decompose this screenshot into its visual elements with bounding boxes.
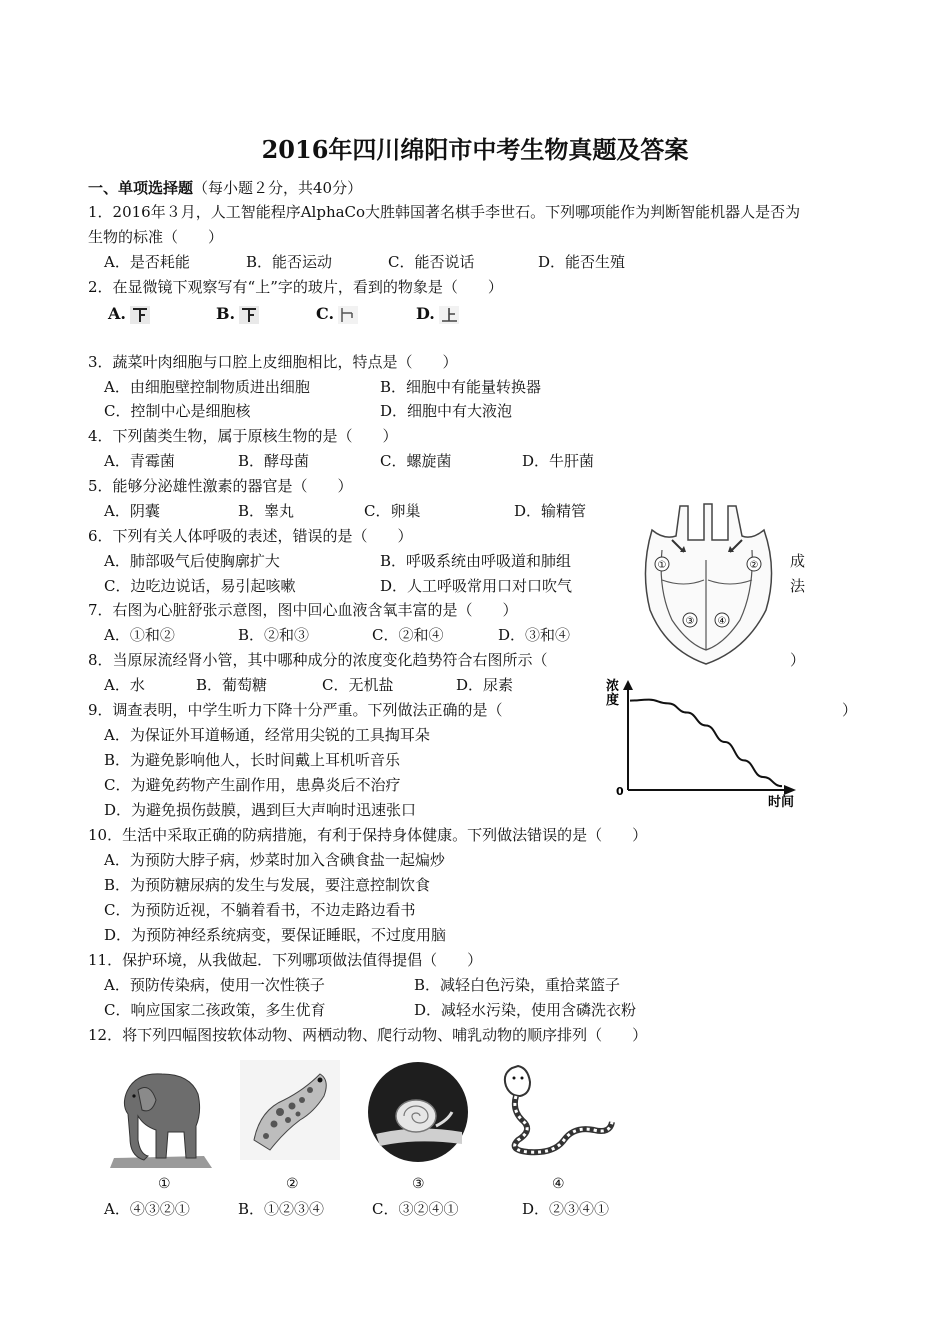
q1-option-d: D．能否生殖 — [538, 253, 626, 271]
q9-option-d: D．为避免损伤鼓膜，遇到巨大声响时迅速张口 — [104, 801, 417, 819]
section-heading: 一、单项选择题（每小题２分，共40分） — [88, 179, 363, 197]
q3-option-a: A．由细胞壁控制物质进出细胞 — [104, 378, 310, 396]
q11-option-c: C．响应国家二孩政策，多生优育 — [104, 1001, 326, 1019]
q12-option-b: B．①②③④ — [238, 1200, 325, 1218]
heart-label-4: ④ — [717, 616, 727, 627]
q6-option-a: A．肺部吸气后使胸廓扩大 — [104, 552, 280, 570]
q2-option-d: D. — [416, 304, 459, 324]
q4-option-c: C．螺旋菌 — [380, 452, 452, 470]
q8-option-c: C．无机盐 — [322, 676, 394, 694]
q2-option-b: B. — [216, 304, 259, 324]
q7-option-a: A．①和② — [104, 626, 175, 644]
question-8-close: ） — [790, 651, 806, 669]
q3-option-d: D．细胞中有大液泡 — [380, 402, 513, 420]
question-3-stem: 3．蔬菜叶肉细胞与口腔上皮细胞相比，特点是（ ） — [88, 353, 458, 371]
q6-option-d: D．人工呼吸常用口对口吹气 — [380, 577, 573, 595]
rotated-shang-glyph-a — [130, 306, 150, 324]
q6-option-d-tail: 法 — [790, 577, 806, 595]
q6-option-b-tail: 成 — [790, 552, 806, 570]
figure-label-2: ② — [286, 1176, 299, 1192]
q12-option-c: C．③②④① — [372, 1200, 459, 1218]
q2-option-a: A. — [108, 304, 150, 324]
q3-option-c: C．控制中心是细胞核 — [104, 402, 251, 420]
q9-option-c: C．为避免药物产生副作用，患鼻炎后不治疗 — [104, 776, 401, 794]
frog-figure — [240, 1060, 340, 1164]
page-title: 2016年四川绵阳市中考生物真题及答案 — [261, 135, 689, 164]
q1-option-a: A．是否耗能 — [104, 253, 190, 271]
elephant-figure — [104, 1060, 216, 1176]
q1-option-c: C．能否说话 — [388, 253, 475, 271]
q6-option-c: C．边吃边说话，易引起咳嗽 — [104, 577, 296, 595]
q5-option-a: A．阴囊 — [104, 502, 160, 520]
q10-option-d: D．为预防神经系统病变，要保证睡眠，不过度用脑 — [104, 926, 447, 944]
q9-option-b: B．为避免影响他人，长时间戴上耳机听音乐 — [104, 751, 401, 769]
question-4-stem: 4．下列菌类生物，属于原核生物的是（ ） — [88, 427, 398, 445]
heart-label-3: ③ — [685, 616, 695, 627]
q7-option-d: D．③和④ — [498, 626, 571, 644]
question-11-stem: 11．保护环境，从我做起．下列哪项做法值得提倡（ ） — [88, 951, 483, 969]
q12-option-d: D．②③④① — [522, 1200, 610, 1218]
figure-label-3: ③ — [412, 1176, 425, 1192]
q11-option-b: B．减轻白色污染，重拾菜篮子 — [414, 976, 621, 994]
cobra-figure — [494, 1060, 618, 1168]
question-10-stem: 10．生活中采取正确的防病措施，有利于保持身体健康。下列做法错误的是（ ） — [88, 826, 648, 844]
question-5-stem: 5．能够分泌雄性激素的器官是（ ） — [88, 477, 353, 495]
q6-option-b: B．呼吸系统由呼吸道和肺组 — [380, 552, 572, 570]
question-1-stem-cont: 生物的标准（ ） — [88, 228, 224, 246]
q10-option-b: B．为预防糖尿病的发生与发展，要注意控制饮食 — [104, 876, 431, 894]
inverted-shang-glyph-b — [239, 306, 259, 324]
q8-option-d: D．尿素 — [456, 676, 514, 694]
heart-label-1: ① — [657, 560, 667, 571]
q11-option-d: D．减轻水污染，使用含磷洗衣粉 — [414, 1001, 637, 1019]
q3-option-b: B．细胞中有能量转换器 — [380, 378, 542, 396]
heart-diagram — [632, 500, 782, 672]
snail-figure — [366, 1060, 470, 1168]
q5-option-d: D．输精管 — [514, 502, 587, 520]
question-6-stem: 6．下列有关人体呼吸的表述，错误的是（ ） — [88, 527, 413, 545]
question-12-stem: 12．将下列四幅图按软体动物、两栖动物、爬行动物、哺乳动物的顺序排列（ ） — [88, 1026, 648, 1044]
figure-label-4: ④ — [552, 1176, 565, 1192]
q8-option-a: A．水 — [104, 676, 145, 694]
q12-option-a: A．④③②① — [104, 1200, 190, 1218]
q8-option-b: B．葡萄糖 — [196, 676, 268, 694]
question-9-close: ） — [842, 701, 858, 719]
heart-label-2: ② — [749, 560, 759, 571]
q4-option-a: A．青霉菌 — [104, 452, 175, 470]
q1-option-b: B．能否运动 — [246, 253, 333, 271]
q10-option-a: A．为预防大脖子病，炒菜时加入含碘食盐一起煸炒 — [104, 851, 445, 869]
q5-option-b: B．睾丸 — [238, 502, 295, 520]
q11-option-a: A．预防传染病，使用一次性筷子 — [104, 976, 325, 994]
graph-ylabel-line2: 度 — [606, 693, 620, 708]
question-8-stem: 8．当原尿流经肾小管，其中哪种成分的浓度变化趋势符合右图所示（ — [88, 651, 548, 669]
graph-y-arrow — [623, 680, 633, 690]
q7-option-b: B．②和③ — [238, 626, 310, 644]
q4-option-d: D．牛肝菌 — [522, 452, 595, 470]
q9-option-a: A．为保证外耳道畅通，经常用尖锐的工具掏耳朵 — [104, 726, 430, 744]
q2-option-c: C. — [316, 304, 358, 324]
question-9-stem: 9．调查表明，中学生听力下降十分严重。下列做法正确的是（ — [88, 701, 503, 719]
graph-ylabel-line1: 浓 — [606, 679, 620, 694]
question-7-stem: 7．右图为心脏舒张示意图，图中回心血液含氧丰富的是（ ） — [88, 601, 518, 619]
concentration-graph — [600, 676, 812, 816]
question-2-stem: 2．在显微镜下观察写有“上”字的玻片，看到的物象是（ ） — [88, 278, 503, 296]
graph-origin: 0 — [616, 785, 624, 798]
figure-label-1: ① — [158, 1176, 171, 1192]
q7-option-c: C．②和④ — [372, 626, 444, 644]
mirrored-shang-glyph-c — [338, 306, 358, 324]
question-1-stem: 1．2016年３月，人工智能程序AlphaCo大胜韩国著名棋手李世石。下列哪项能作为判断智能机器人是否为 — [88, 203, 801, 221]
graph-x-arrow — [784, 785, 796, 795]
q5-option-c: C．卵巢 — [364, 502, 421, 520]
q4-option-b: B．酵母菌 — [238, 452, 310, 470]
q10-option-c: C．为预防近视，不躺着看书，不边走路边看书 — [104, 901, 416, 919]
graph-xlabel: 时间 — [768, 795, 795, 810]
concentration-curve — [630, 700, 782, 786]
shang-glyph-d — [439, 306, 459, 324]
